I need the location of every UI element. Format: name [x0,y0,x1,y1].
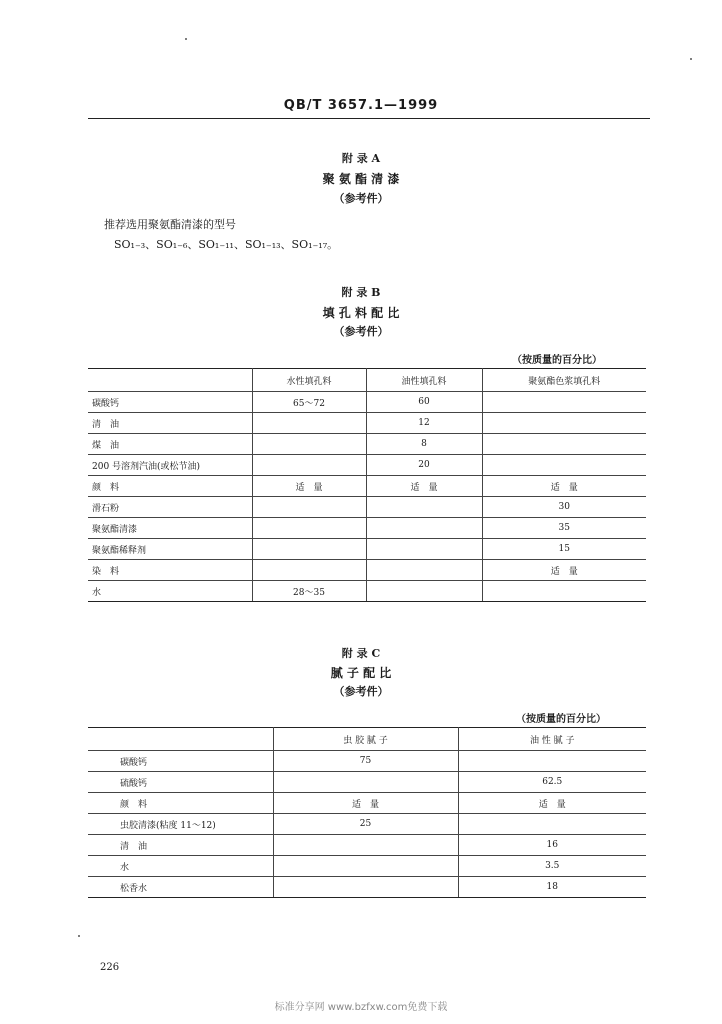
table-cell: 15 [482,539,646,560]
table-row [88,856,646,877]
appendix-a-note: （参考件） [333,192,389,205]
table-row [88,539,646,560]
table-c [88,727,646,898]
table-cell [252,413,366,434]
table-cell: 适 量 [273,793,458,814]
page-number: 226 [100,962,120,973]
table-cell: 煤 油 [88,434,252,455]
table-cell: 清 油 [88,413,252,434]
table-cell: 25 [273,814,458,835]
table-cell [482,455,646,476]
table-cell [252,455,366,476]
scan-speck [78,935,80,937]
table-cell: 碳酸钙 [88,392,252,413]
table-b-header-blank [88,369,252,392]
header-rule [88,118,650,119]
table-cell [252,539,366,560]
table-row [88,434,646,455]
table-row [88,497,646,518]
table-row [88,814,646,835]
table-cell [366,560,482,581]
appendix-b-label: 附 录 B [341,286,381,299]
table-row [88,772,646,793]
table-cell [482,581,646,602]
table-cell: 适 量 [366,476,482,497]
table-row [88,476,646,497]
table-row [88,392,646,413]
table-row [88,793,646,814]
table-cell: 虫胶清漆(粘度 11～12) [88,814,273,835]
table-cell: 3.5 [458,856,646,877]
table-row [88,877,646,898]
table-cell: 适 量 [458,793,646,814]
table-cell: 适 量 [482,476,646,497]
table-cell [482,392,646,413]
table-cell: 适 量 [482,560,646,581]
table-c-header-row [88,728,646,751]
scan-speck [690,58,692,60]
table-cell: 适 量 [252,476,366,497]
table-cell [252,434,366,455]
table-cell: 聚氨酯清漆 [88,518,252,539]
table-c-header-blank [88,728,273,751]
table-b [88,368,646,602]
table-cell: 水 [88,856,273,877]
table-cell: 75 [273,751,458,772]
appendix-b-title: 填 孔 料 配 比 [322,306,400,320]
table-cell: 12 [366,413,482,434]
table-c-header-oil: 油 性 腻 子 [458,728,646,751]
table-cell [273,835,458,856]
table-b-header-row [88,369,646,392]
table-cell [252,497,366,518]
appendix-a-models: SO₁₋₃、SO₁₋₆、SO₁₋₁₁、SO₁₋₁₃、SO₁₋₁₇。 [114,238,339,251]
table-row [88,835,646,856]
table-cell: 28～35 [252,581,366,602]
table-cell: 聚氨酯稀释剂 [88,539,252,560]
appendix-c-label: 附 录 C [341,647,381,660]
table-cell: 滑石粉 [88,497,252,518]
table-cell: 硫酸钙 [88,772,273,793]
table-b-header-oil: 油性填孔料 [366,369,482,392]
table-cell: 20 [366,455,482,476]
table-cell: 18 [458,877,646,898]
table-row [88,455,646,476]
appendix-c-note: （参考件） [333,685,389,698]
table-cell [482,434,646,455]
table-cell: 染 料 [88,560,252,581]
table-cell [252,518,366,539]
table-cell: 颜 料 [88,793,273,814]
table-cell [366,518,482,539]
table-cell [458,814,646,835]
table-row [88,413,646,434]
table-cell [273,772,458,793]
table-b-header-pu: 聚氨酯色浆填孔料 [482,369,646,392]
table-cell: 30 [482,497,646,518]
table-cell: 65～72 [252,392,366,413]
scan-speck [185,38,187,40]
table-cell [273,877,458,898]
table-cell [366,581,482,602]
appendix-c-title: 腻 子 配 比 [330,666,392,680]
table-cell [458,751,646,772]
table-cell: 200 号溶剂汽油(或松节油) [88,455,252,476]
table-cell: 水 [88,581,252,602]
appendix-a-label: 附 录 A [341,152,381,165]
table-cell [482,413,646,434]
table-b-header-water: 水性填孔料 [252,369,366,392]
standard-number: QB/T 3657.1—1999 [283,98,439,113]
table-cell: 8 [366,434,482,455]
table-row [88,751,646,772]
table-cell: 松香水 [88,877,273,898]
appendix-b-unit: （按质量的百分比） [512,355,602,366]
table-cell: 颜 料 [88,476,252,497]
table-row [88,581,646,602]
table-cell: 35 [482,518,646,539]
footer-watermark: 标准分享网 www.bzfxw.com免费下载 [274,1002,448,1013]
table-row [88,518,646,539]
table-c-header-shellac: 虫 胶 腻 子 [273,728,458,751]
table-cell [366,497,482,518]
appendix-a-title: 聚 氨 酯 清 漆 [322,172,400,186]
table-cell: 62.5 [458,772,646,793]
table-cell [273,856,458,877]
table-row [88,560,646,581]
table-cell: 清 油 [88,835,273,856]
table-cell: 碳酸钙 [88,751,273,772]
table-cell [366,539,482,560]
appendix-a-text: 推荐选用聚氨酯清漆的型号 [104,218,236,231]
table-cell: 16 [458,835,646,856]
table-cell [252,560,366,581]
table-cell: 60 [366,392,482,413]
appendix-b-note: （参考件） [333,325,389,338]
appendix-c-unit: （按质量的百分比） [516,714,606,725]
